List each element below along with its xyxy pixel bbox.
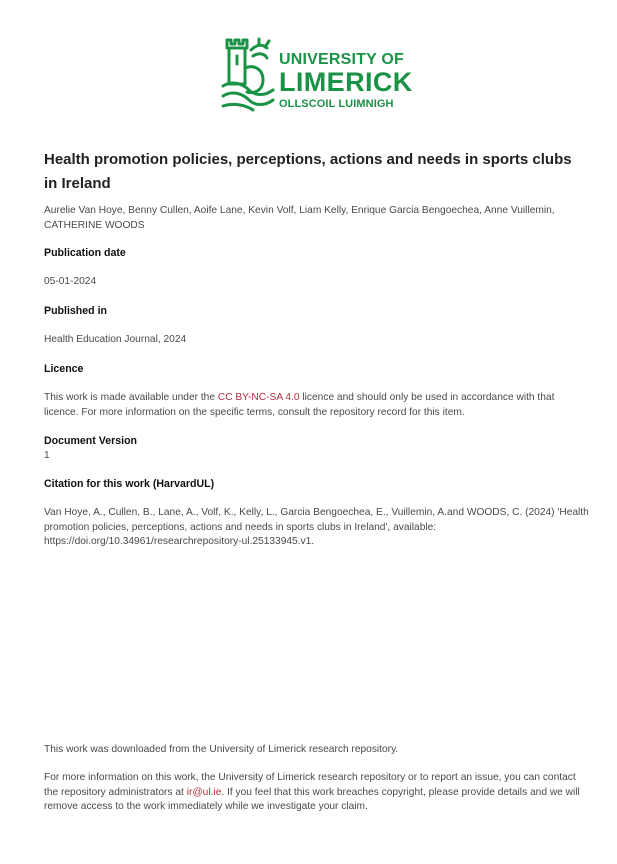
authors-list: Aurelie Van Hoye, Benny Cullen, Aoife Lane, Kevin Volf, Liam Kelly, Enrique Garcia Bengoechea, Anne Vuillemin, CATHERINE WOODS <box>44 205 555 231</box>
logo-line-irish-name: OLLSCOIL LUIMNIGH <box>279 98 394 110</box>
published-in-label: Published in <box>44 305 107 317</box>
university-crest-icon <box>219 34 277 114</box>
logo-line-limerick: LIMERICK <box>279 67 413 97</box>
licence-label: Licence <box>44 363 84 375</box>
page-title: Health promotion policies, perceptions, actions and needs in sports clubs in Ireland <box>44 151 572 192</box>
publication-date-value: 05-01-2024 <box>44 276 97 287</box>
download-notice: This work was downloaded from the University of Limerick research repository. <box>44 744 399 755</box>
published-in-value: Health Education Journal, 2024 <box>44 334 187 345</box>
logo-line-university-of: UNIVERSITY OF <box>279 51 404 68</box>
contact-notice <box>44 771 589 815</box>
document-version-value: 1 <box>44 450 50 461</box>
licence-text-before: This work is made available under the <box>44 392 218 403</box>
licence-text <box>44 391 589 420</box>
contact-text-after: . If you feel that this work breaches copyright, please provide details and we will remove access to the work immediately while we investigate your claim. <box>44 786 580 812</box>
citation-label: Citation for this work (HarvardUL) <box>44 478 215 490</box>
licence-text-after: licence and should only be used in accordance with that licence. For more information on the specific terms, consult the repository record for this item. <box>44 392 555 418</box>
document-version-label: Document Version <box>44 435 138 447</box>
university-logo <box>219 34 419 114</box>
contact-text-before: For more information on this work, the University of Limerick research repository or to report an issue, you can contact the repository administrators at <box>44 772 576 798</box>
licence-link[interactable]: CC BY-NC-SA 4.0 <box>217 392 300 403</box>
citation-text: Van Hoye, A., Cullen, B., Lane, A., Volf, K., Kelly, L., Garcia Bengoechea, E., Vuillemin, A.and WOODS, C. (2024) 'Health promotion policies, perceptions, actions and needs in sports clubs in Ireland', available: https://doi.org/10.34961/researchrepository-ul.25133945.v1. <box>44 507 589 547</box>
publication-date-label: Publication date <box>44 247 126 259</box>
university-wordmark <box>279 52 413 110</box>
contact-email-link[interactable]: ir@ul.ie <box>186 786 222 798</box>
